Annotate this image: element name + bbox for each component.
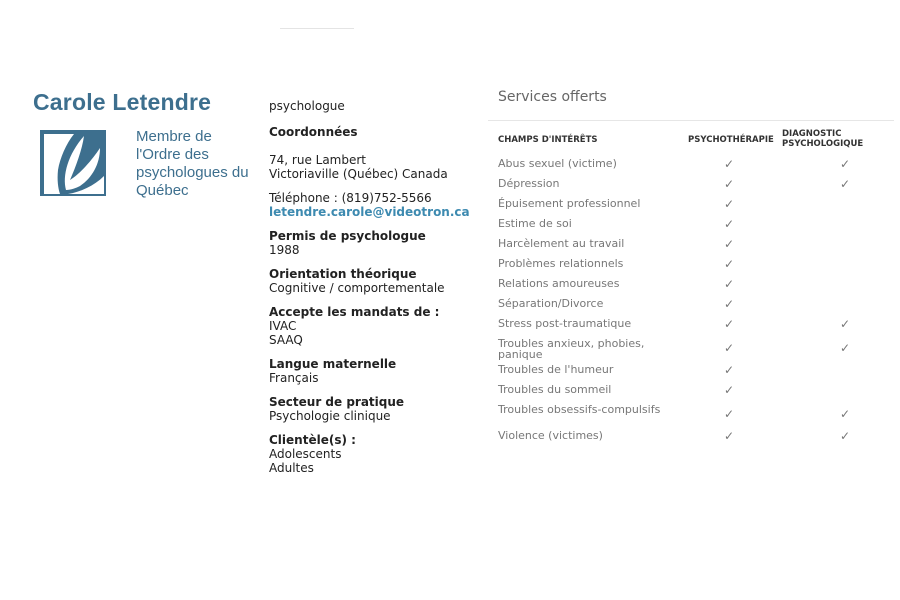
table-row [488,335,894,361]
ordre-psychologues-logo-icon [40,130,106,196]
mandats-heading: Accepte les mandats de : [269,305,440,319]
checkmark-icon: ✓ [724,407,735,421]
phone-number: Téléphone : (819)752-5566 [269,191,432,205]
table-row [488,275,894,295]
langue-heading: Langue maternelle [269,357,397,371]
orientation-heading: Orientation théorique [269,267,417,281]
service-label: Harcèlement au travail [498,237,625,250]
services-table-body [488,155,894,447]
email-link[interactable]: letendre.carole@videotron.ca [269,205,470,219]
table-row [488,401,894,427]
mandat-item: SAAQ [269,333,303,347]
table-row [488,381,894,401]
clientele-heading: Clientèle(s) : [269,433,356,447]
checkmark-icon: ✓ [724,217,735,231]
contact-info [269,99,474,475]
service-label: Violence (victimes) [498,429,603,442]
orientation-value: Cognitive / comportementale [269,281,445,295]
checkmark-icon: ✓ [840,157,851,171]
clientele-item: Adultes [269,461,314,475]
checkmark-icon: ✓ [840,429,851,443]
checkmark-icon: ✓ [724,237,735,251]
services-table-header [488,127,894,155]
permis-heading: Permis de psychologue [269,229,426,243]
checkmark-icon: ✓ [724,363,735,377]
table-row [488,195,894,215]
table-row [488,235,894,255]
checkmark-icon: ✓ [840,177,851,191]
column-header-psychotherapie: PSYCHOTHÉRAPIE [688,135,774,145]
secteur-heading: Secteur de pratique [269,395,405,409]
service-label: Troubles du sommeil [498,383,612,396]
service-label: Abus sexuel (victime) [498,157,617,170]
table-row [488,315,894,335]
table-row [488,295,894,315]
services-panel [488,87,894,447]
checkmark-icon: ✓ [724,341,735,355]
address-line1: 74, rue Lambert [269,153,367,167]
service-label: Troubles de l'humeur [498,363,614,376]
checkmark-icon: ✓ [840,407,851,421]
service-label: Séparation/Divorce [498,297,604,310]
column-header-diagnostic: DIAGNOSTIC PSYCHOLOGIQUE [782,129,864,149]
profession-label: psychologue [269,99,345,113]
coordonnees-heading: Coordonnées [269,125,358,139]
top-divider [280,28,354,29]
membership-text: Membre de l'Ordre des psychologues du Québec [136,128,249,199]
permis-year: 1988 [269,243,300,257]
langue-value: Français [269,371,319,385]
table-row [488,215,894,235]
checkmark-icon: ✓ [724,383,735,397]
services-title: Services offerts [488,87,894,121]
mandat-item: IVAC [269,319,297,333]
table-row [488,175,894,195]
checkmark-icon: ✓ [724,177,735,191]
table-row [488,427,894,447]
checkmark-icon: ✓ [724,429,735,443]
service-label: Problèmes relationnels [498,257,624,270]
checkmark-icon: ✓ [724,257,735,271]
table-row [488,255,894,275]
secteur-value: Psychologie clinique [269,409,391,423]
checkmark-icon: ✓ [724,277,735,291]
psychologist-name: Carole Letendre [33,89,212,115]
checkmark-icon: ✓ [840,317,851,331]
service-label: Relations amoureuses [498,277,620,290]
checkmark-icon: ✓ [840,341,851,355]
checkmark-icon: ✓ [724,197,735,211]
checkmark-icon: ✓ [724,297,735,311]
service-label: Troubles anxieux, phobies, panique [498,337,645,361]
service-label: Stress post-traumatique [498,317,632,330]
address-line2: Victoriaville (Québec) Canada [269,167,448,181]
service-label: Épuisement professionnel [498,197,641,210]
service-label: Estime de soi [498,217,572,230]
clientele-item: Adolescents [269,447,342,461]
table-row [488,361,894,381]
service-label: Troubles obsessifs-compulsifs [498,403,661,416]
table-row [488,155,894,175]
checkmark-icon: ✓ [724,157,735,171]
checkmark-icon: ✓ [724,317,735,331]
column-header-interets: CHAMPS D'INTÉRÊTS [498,135,598,145]
service-label: Dépression [498,177,560,190]
